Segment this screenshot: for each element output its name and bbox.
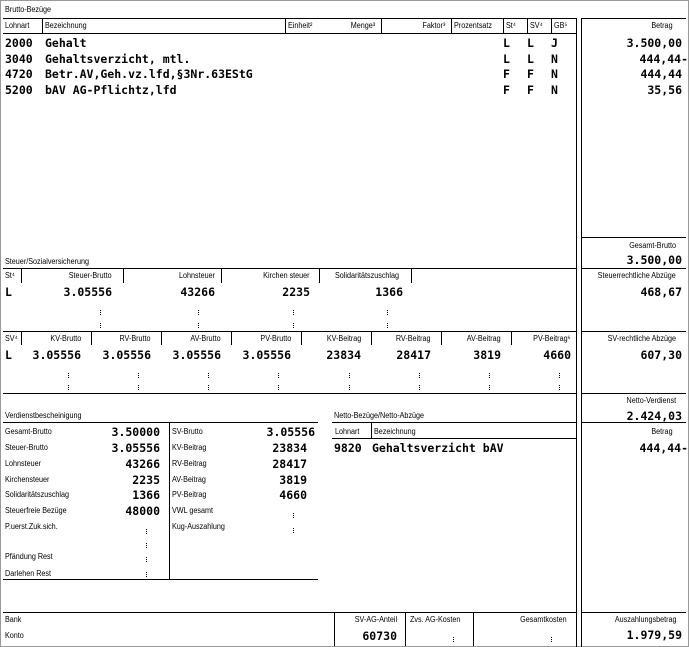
rv-brutto-value: 3.05556 [102,348,151,362]
col-divider [301,331,302,345]
steuer-header-soli: Solidaritätszuschlag [335,271,400,280]
steuer-section-title: Steuer/Sozialversicherung [5,257,90,266]
header-gb: GB⁵ [554,21,568,30]
bank-label: Bank [5,615,22,624]
gb-code: N [551,67,558,81]
konto-label: Konto [5,631,24,640]
sv-header-rv-brutto: RV-Brutto [119,334,151,343]
verdienst-item-label: Steuer-Brutto [5,443,48,452]
decimal-tick [100,310,101,315]
steuerrechtliche-abzuege-label: Steuerrechtliche Abzüge [597,271,676,280]
verdienst-bottom-rule [3,579,318,580]
netto-verdienst-value: 2.424,03 [626,409,682,423]
decimal-tick [278,373,279,378]
sv-ag-anteil-value: 60730 [362,629,397,643]
right-column-divider [576,18,577,647]
header-menge: Menge³ [350,21,375,30]
decimal-tick [387,310,388,315]
sv-header-rv-beitrag: RV-Beitrag [396,334,431,343]
steuer-top-rule [3,268,576,269]
header-prozentsatz: Prozentsatz [454,21,493,30]
brutto-title: Brutto-Bezüge [5,5,52,14]
col-divider [451,18,452,33]
netto-header-rule [332,422,576,423]
gesamt-brutto-label: Gesamt-Brutto [629,241,676,250]
betrag-header-top-rule [581,18,686,19]
col-divider [319,268,320,283]
decimal-tick [349,373,350,378]
netto-lohnart-code: 9820 [334,441,362,455]
verdienst-item-label: Steuerfreie Bezüge [5,506,67,515]
verdienst-item-label: PV-Beitrag [172,490,207,499]
col-divider [441,331,442,345]
col-divider [405,612,406,646]
gesamt-brutto-top-rule [581,237,686,238]
gesamt-brutto-value: 3.500,00 [626,253,682,267]
decimal-tick [559,385,560,390]
st-code: F [503,83,510,97]
netto-header-lohnart: Lohnart [335,427,360,436]
col-divider [371,331,372,345]
decimal-tick [68,373,69,378]
col-divider [411,268,412,283]
verdienst-item-label: Gesamt-Brutto [5,427,52,436]
betrag-value: 35,56 [647,83,682,97]
gb-code: N [551,83,558,97]
verdienst-item-value: 43266 [125,457,160,471]
decimal-tick [293,323,294,328]
betrag-value: 3.500,00 [626,36,682,50]
sv-code: F [527,67,534,81]
auszahlungsbetrag-label: Auszahlungsbetrag [614,615,676,624]
col-divider [221,268,222,283]
sv-top-rule [3,331,576,332]
lohnart-name: Gehaltsverzicht, mtl. [45,52,191,66]
decimal-tick [387,323,388,328]
verdienst-item-label: Pfändung Rest [5,552,53,561]
col-divider [21,331,22,345]
decimal-tick [419,373,420,378]
col-divider [527,18,528,33]
kirchensteuer-value: 2235 [282,285,310,299]
verdienst-header-rule [3,422,318,423]
verdienst-item-label: Kug-Auszahlung [172,522,225,531]
av-beitrag-value: 3819 [473,348,501,362]
verdienst-title: Verdienstbescheinigung [5,411,82,420]
header-bezeichnung: Bezeichnung [45,21,87,30]
col-divider [551,18,552,33]
decimal-tick [146,557,147,562]
decimal-tick [198,323,199,328]
col-divider [503,18,504,33]
sv-header-av-brutto: AV-Brutto [190,334,221,343]
col-divider [123,268,124,283]
zvs-ag-kosten-label: Zvs. AG-Kosten [410,615,461,624]
netto-verdienst-top-rule [581,393,686,394]
decimal-tick [208,385,209,390]
col-divider [334,612,335,646]
right-column-divider [581,18,582,647]
verdienst-item-value: 2235 [132,473,160,487]
decimal-tick [138,373,139,378]
col-divider [161,331,162,345]
sv-code: L [527,36,534,50]
sv-header-pv-brutto: PV-Brutto [260,334,291,343]
betrag-value: 444,44 [640,67,682,81]
av-brutto-value: 3.05556 [172,348,221,362]
steuer-top-rule-right [581,268,686,269]
verdienst-item-value: 4660 [279,488,307,502]
verdienst-item-value: 28417 [272,457,307,471]
rv-beitrag-value: 28417 [396,348,431,362]
decimal-tick [419,385,420,390]
netto-header-bottom-rule [332,438,576,439]
steuerrechtliche-abzuege-value: 468,67 [640,285,682,299]
col-divider [42,18,43,33]
verdienst-item-value: 3.05556 [111,441,160,455]
sv-top-rule-right [581,331,686,332]
decimal-tick [100,323,101,328]
steuer-header-lohnsteuer: Lohnsteuer [178,271,215,280]
decimal-tick [453,637,454,642]
verdienst-item-label: Darlehen Rest [5,569,52,578]
lohnart-code: 3040 [5,52,33,66]
soli-value: 1366 [375,285,403,299]
st-code: L [503,36,510,50]
pv-beitrag-value: 4660 [543,348,571,362]
lohnart-code: 2000 [5,36,33,50]
st-code: L [503,52,510,66]
verdienst-item-label: AV-Beitrag [172,475,206,484]
steuer-st-value: L [5,285,12,299]
verdienst-item-value: 3.50000 [111,425,160,439]
col-divider [91,331,92,345]
sv-value: L [5,348,12,362]
decimal-tick [551,637,552,642]
sv-header-kv-brutto: KV-Brutto [50,334,81,343]
col-divider [381,18,382,33]
col-divider [169,422,170,579]
decimal-tick [349,385,350,390]
header-faktor: Faktor³ [422,21,445,30]
decimal-tick [293,513,294,518]
sv-header-kv-beitrag: KV-Beitrag [326,334,361,343]
gesamtkosten-label: Gesamtkosten [520,615,567,624]
netto-betrag-value: 444,44- [639,441,688,455]
header-lohnart: Lohnart [5,21,30,30]
sv-rechtliche-abzuege-label: SV-rechtliche Abzüge [607,334,676,343]
sv-rechtliche-abzuege-value: 607,30 [640,348,682,362]
decimal-tick [138,385,139,390]
verdienst-item-value: 3.05556 [266,425,315,439]
verdienst-item-label: SV-Brutto [172,427,203,436]
netto-betrag-label: Betrag [651,427,673,436]
kv-brutto-value: 3.05556 [32,348,81,362]
netto-title: Netto-Bezüge/Netto-Abzüge [334,411,425,420]
col-divider [21,268,22,283]
st-code: F [503,67,510,81]
netto-header-bezeichnung: Bezeichnung [374,427,416,436]
verdienst-item-label: RV-Beitrag [172,459,207,468]
decimal-tick [146,572,147,577]
verdienst-item-label: KV-Beitrag [172,443,207,452]
sv-header-sv: SV⁴ [5,334,18,343]
verdienst-item-value: 1366 [132,488,160,502]
verdienst-item-label: P.uerst.Zuk.sich. [5,522,58,531]
verdienst-item-label: VWL gesamt [172,506,213,515]
header-betrag: Betrag [651,21,673,30]
steuer-brutto-value: 3.05556 [63,285,112,299]
steuer-header-st: St⁴ [5,271,15,280]
decimal-tick [146,543,147,548]
steuer-header-kirchensteuer: Kirchen steuer [263,271,310,280]
header-st: St⁴ [506,21,516,30]
verdienst-item-label: Solidaritätszuschlag [5,490,70,499]
gb-code: J [551,36,558,50]
decimal-tick [208,373,209,378]
netto-verdienst-label: Netto-Verdienst [626,396,676,405]
sv-code: F [527,83,534,97]
decimal-tick [278,385,279,390]
verdienst-item-value: 23834 [272,441,307,455]
gb-code: N [551,52,558,66]
pv-brutto-value: 3.05556 [242,348,291,362]
kv-beitrag-value: 23834 [326,348,361,362]
col-divider [285,18,286,33]
lohnart-name: Gehalt [45,36,87,50]
col-divider [371,422,372,438]
sv-header-pv-beitrag: PV-Beitrag⁶ [533,334,571,343]
brutto-header-top-rule [3,18,576,19]
lohnart-name: bAV AG-Pflichtz,lfd [45,83,177,97]
sv-header-av-beitrag: AV-Beitrag [467,334,501,343]
bottom-top-rule-right [581,612,686,613]
lohnart-name: Betr.AV,Geh.vz.lfd,§3Nr.63EStG [45,67,253,81]
col-divider [473,612,474,646]
decimal-tick [293,310,294,315]
sv-code: L [527,52,534,66]
verdienst-item-label: Lohnsteuer [5,459,42,468]
netto-lohnart-name: Gehaltsverzicht bAV [372,441,504,455]
steuer-header-steuer-brutto: Steuer-Brutto [69,271,112,280]
col-divider [511,331,512,345]
auszahlungsbetrag-value: 1.979,59 [626,628,682,642]
header-einheit: Einheit² [288,21,313,30]
verdienst-item-label: Kirchensteuer [5,475,50,484]
decimal-tick [489,373,490,378]
verdienst-top-rule [3,393,576,394]
brutto-header-bottom-rule [3,33,576,34]
lohnsteuer-value: 43266 [180,285,215,299]
lohnart-code: 4720 [5,67,33,81]
decimal-tick [146,529,147,534]
decimal-tick [293,528,294,533]
decimal-tick [198,310,199,315]
decimal-tick [68,385,69,390]
decimal-tick [489,385,490,390]
verdienst-item-value: 48000 [125,504,160,518]
verdienst-item-value: 3819 [279,473,307,487]
bottom-top-rule [3,612,576,613]
col-divider [231,331,232,345]
betrag-value: 444,44- [639,52,688,66]
lohnart-code: 5200 [5,83,33,97]
sv-ag-anteil-label: SV-AG-Anteil [354,615,397,624]
decimal-tick [559,373,560,378]
header-sv: SV⁴ [530,21,543,30]
